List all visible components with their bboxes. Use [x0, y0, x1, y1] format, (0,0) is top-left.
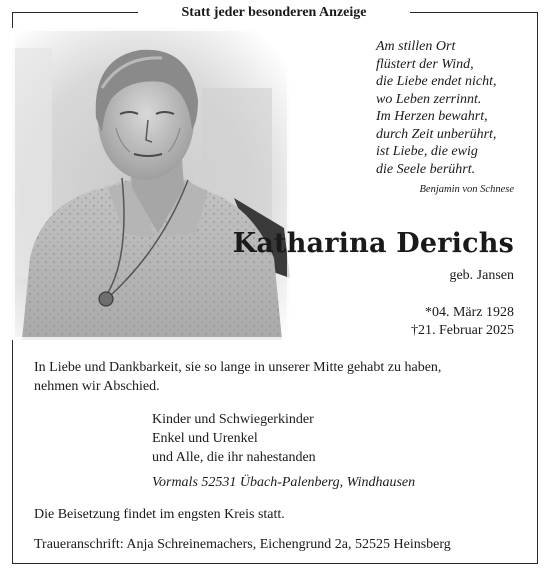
mourner-line: Kinder und Schwiegerkinder	[152, 412, 314, 427]
former-residence: Vormals 52531 Übach-Palenberg, Windhausen	[152, 475, 416, 490]
mourning-address: Traueranschrift: Anja Schreinemachers, Eichengrund 2a, 52525 Heinsberg	[34, 537, 451, 552]
header-title: Statt jeder besonderen Anzeige	[138, 4, 410, 22]
poem-line: Im Herzen bewahrt,	[376, 109, 488, 124]
farewell-line: nehmen wir Abschied.	[34, 379, 160, 394]
poem-line: Am stillen Ort	[376, 39, 456, 54]
top-rule-right	[410, 12, 538, 13]
maiden-name: geb. Jansen	[449, 268, 514, 283]
birth-date: *04. März 1928	[424, 305, 514, 320]
deceased-name: Katharina Derichs	[232, 228, 514, 259]
poem-line: die Seele berührt.	[376, 161, 476, 177]
portrait-photo	[12, 28, 290, 340]
poem-line: ist Liebe, die ewig	[376, 144, 478, 159]
poem	[376, 38, 497, 178]
top-rule-left	[12, 12, 138, 13]
death-date: †21. Februar 2025	[410, 323, 514, 338]
farewell-line: In Liebe und Dankbarkeit, sie so lange in unserer Mitte gehabt zu haben,	[34, 360, 442, 375]
poem-author: Benjamin von Schnese	[419, 184, 514, 195]
poem-line: die Liebe endet nicht,	[376, 74, 497, 89]
mourner-line: Enkel und Urenkel	[152, 431, 258, 446]
poem-line: wo Leben zerrinnt.	[376, 91, 482, 107]
poem-line: flüstert der Wind,	[376, 56, 474, 72]
mourners-list	[152, 410, 316, 467]
poem-line: durch Zeit unberührt,	[376, 126, 497, 142]
funeral-note: Die Beisetzung findet im engsten Kreis statt.	[34, 507, 285, 522]
farewell-text	[34, 358, 524, 396]
mourner-line: und Alle, die ihr nahestanden	[152, 450, 316, 465]
